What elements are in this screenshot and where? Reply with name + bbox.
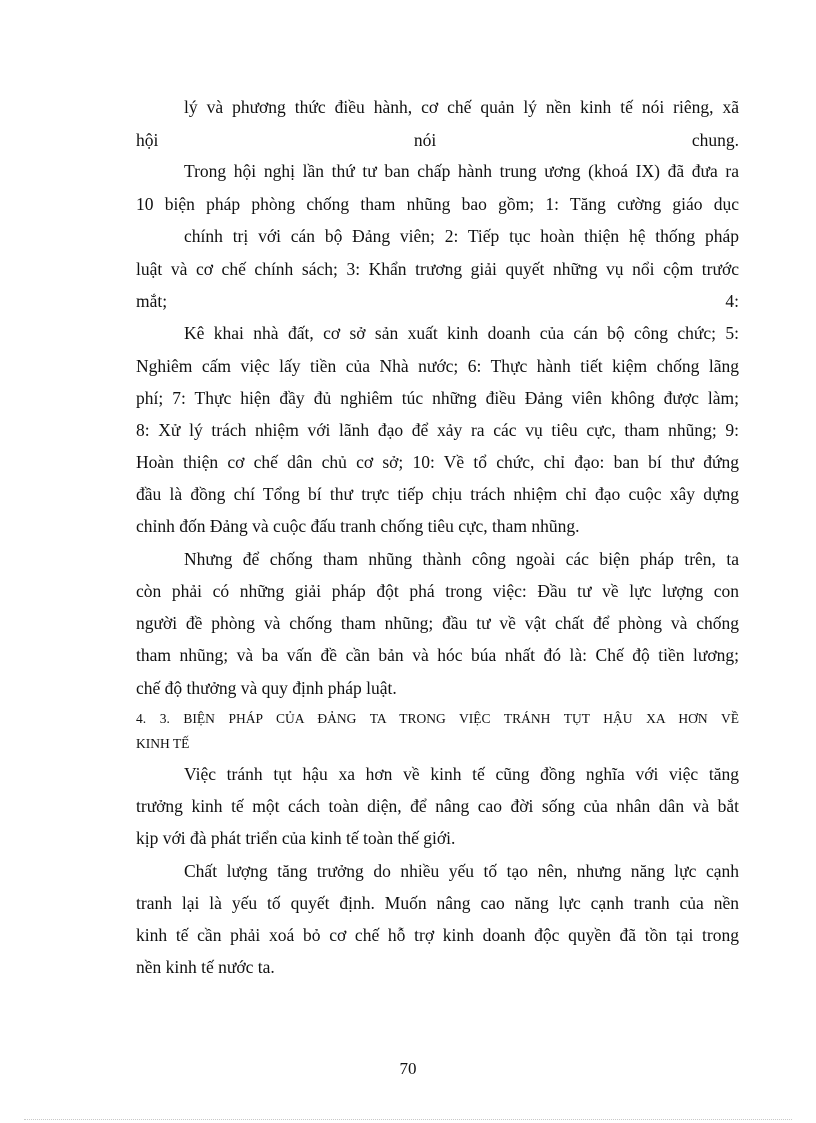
text-line: Hoàn thiện cơ chế dân chủ cơ sở; 10: Về tổ chức, chỉ đạo: ban bí thư đứng <box>136 452 739 472</box>
section-heading: KINH TẾ <box>136 736 190 751</box>
text-line: chính trị với cán bộ Đảng viên; 2: Tiếp tục hoàn thiện hệ thống pháp <box>184 226 739 246</box>
text-line: chỉnh đốn Đảng và cuộc đấu tranh chống tiêu cực, tham nhũng. <box>136 516 580 536</box>
section-heading: 4. 3. BIỆN PHÁP CỦA ĐẢNG TA TRONG VIỆC TRÁNH TỤT HẬU XA HƠN VỀ <box>136 711 739 726</box>
text-line: hội nói chung. <box>136 130 739 150</box>
text-line: kịp với đà phát triển của kinh tế toàn thế giới. <box>136 828 456 848</box>
text-line: tranh lại là yếu tố quyết định. Muốn nâng cao năng lực cạnh tranh của nền <box>136 893 739 913</box>
text-line: Kê khai nhà đất, cơ sở sản xuất kinh doanh của cán bộ công chức; 5: <box>184 323 739 343</box>
text-line: đầu là đồng chí Tổng bí thư trực tiếp chịu trách nhiệm chỉ đạo cuộc xây dựng <box>136 484 739 504</box>
text-line: Nghiêm cấm việc lấy tiền của Nhà nước; 6: Thực hành tiết kiệm chống lãng <box>136 356 739 376</box>
text-line: còn phải có những giải pháp đột phá trong việc: Đầu tư về lực lượng con <box>136 581 739 601</box>
text-line: lý và phương thức điều hành, cơ chế quản lý nền kinh tế nói riêng, xã <box>184 97 739 117</box>
text-line: chế độ thưởng và quy định pháp luật. <box>136 678 397 698</box>
text-line: nền kinh tế nước ta. <box>136 957 275 977</box>
text-line: 10 biện pháp phòng chống tham nhũng bao gồm; 1: Tăng cường giáo dục <box>136 194 739 214</box>
text-line: Chất lượng tăng trưởng do nhiều yếu tố tạo nên, nhưng năng lực cạnh <box>184 861 739 881</box>
text-line: Nhưng để chống tham nhũng thành công ngoài các biện pháp trên, ta <box>184 549 739 569</box>
page-number: 70 <box>399 1059 417 1078</box>
text-line: phí; 7: Thực hiện đầy đủ nghiêm túc những điều Đảng viên không được làm; <box>136 388 739 408</box>
text-line: 8: Xử lý trách nhiệm với lãnh đạo để xảy ra các vụ tiêu cực, tham nhũng; 9: <box>136 420 739 440</box>
text-line: luật và cơ chế chính sách; 3: Khẩn trương giải quyết những vụ nổi cộm trước <box>136 259 739 279</box>
text-line: tham nhũng; và ba vấn đề cần bản và hóc búa nhất đó là: Chế độ tiền lương; <box>136 645 739 665</box>
footer-divider <box>24 1119 792 1120</box>
text-line: trưởng kinh tế một cách toàn diện, để nâng cao đời sống của nhân dân và bắt <box>136 796 739 816</box>
text-line: kinh tế cần phải xoá bỏ cơ chế hỗ trợ kinh doanh độc quyền đã tồn tại trong <box>136 925 739 945</box>
text-line: mắt; 4: <box>136 291 739 311</box>
text-line: người đề phòng và chống tham nhũng; đầu tư về vật chất để phòng và chống <box>136 613 739 633</box>
text-line: Trong hội nghị lần thứ tư ban chấp hành trung ương (khoá IX) đã đưa ra <box>184 161 739 181</box>
text-line: Việc tránh tụt hậu xa hơn về kinh tế cũng đồng nghĩa với việc tăng <box>184 764 739 784</box>
